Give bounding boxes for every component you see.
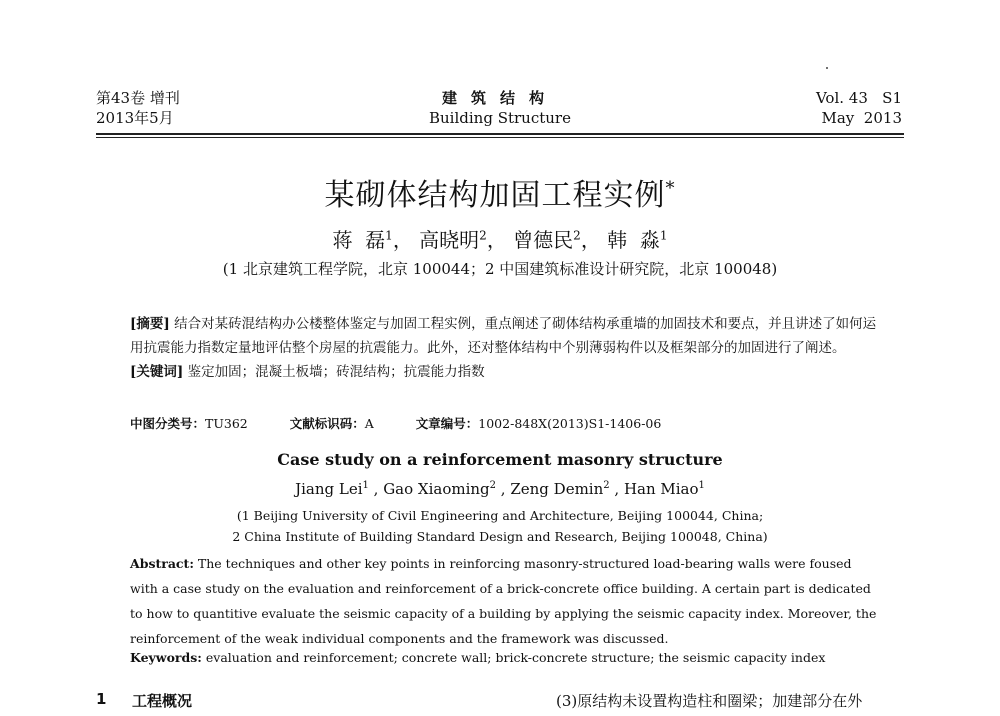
author-cn: 曾德民$^2$ [513, 228, 581, 252]
affiliation-cn: (1 北京建筑工程学院，北京 100044；2 中国建筑标准设计研究院，北京 100048) [222, 260, 778, 278]
scan-speck [826, 67, 828, 69]
journal-name-en: Building Structure [429, 109, 571, 127]
header-right [816, 88, 902, 128]
date-en: May 2013 [821, 109, 902, 127]
author-en: Zeng Demin$^2$ [510, 480, 610, 498]
journal-name-cn: 建筑结构 [441, 89, 558, 107]
date-cn: 2013年5月 [96, 109, 174, 127]
header-rule-thin [96, 137, 904, 138]
title-cn-text: 某砌体结构加固工程实例 [324, 178, 666, 213]
paper-title-cn [0, 170, 1000, 214]
affiliation-en-line-2: 2 China Institute of Building Standard Design and Research, Beijing 100048, China) [232, 529, 768, 544]
abstract-en-text: The techniques and other key points in reinforcing masonry-structured load-bearing walls were foused with a case study on the evaluation and reinforcement of a brick-concrete office building. A certain part is dedicated to how to quantitive evaluate the seismic capacity of a building by applying the seismic capacity index. Moreover, the reinforcement of the weak individual components and the framework was discussed. [130, 556, 877, 646]
keywords-en [130, 650, 878, 665]
authors-en: Jiang Lei$^1$ , Gao Xiaoming$^2$ , Zeng Demin$^2$ , Han Miao$^1$ [295, 480, 705, 498]
abstract-cn-text: 结合对某砖混结构办公楼整体鉴定与加固工程实例，重点阐述了砌体结构承重墙的加固技术和要点，并且讲述了如何运用抗震能力指数定量地评估整个房屋的抗震能力。此外，还对整体结构中个别薄弱构件以及框架部分的加固进行了阐述。 [130, 316, 877, 356]
abstract-en [130, 551, 878, 651]
section-title: 工程概况 [132, 692, 193, 710]
abstract-cn [130, 312, 878, 384]
title-footnote-mark: * [665, 178, 676, 199]
authors-cn: 蒋 磊$^1$， 高晓明$^2$， 曾德民$^2$， 韩 淼$^1$ [332, 228, 668, 252]
paper-title-en: Case study on a reinforcement masonry structure [277, 450, 723, 469]
volume-en: Vol. 43 S1 [815, 89, 902, 107]
author-cn: 韩 淼$^1$ [607, 228, 668, 252]
document-code: 文献标识码：A [289, 416, 374, 431]
abstract-en-label: Abstract: [130, 556, 194, 571]
volume-cn: 第43卷 增刊 [96, 89, 180, 107]
author-en: Jiang Lei$^1$ [295, 480, 369, 498]
keywords-en-label: Keywords: [130, 650, 202, 665]
abstract-cn-label: [摘要] [130, 316, 170, 332]
header-rule-thick [96, 133, 904, 135]
author-cn: 蒋 磊$^1$ [332, 228, 393, 252]
body-text-right-column: (3)原结构未设置构造柱和圈梁；加建部分在外 [556, 692, 863, 710]
keywords-en-text: evaluation and reinforcement; concrete wall; brick-concrete structure; the seismic capacity index [205, 650, 826, 665]
keywords-cn-label: [关键词] [130, 364, 184, 380]
keywords-cn-text: 鉴定加固；混凝土板墙；砖混结构；抗震能力指数 [187, 364, 485, 380]
article-number: 文章编号：1002-848X(2013)S1-1406-06 [415, 416, 662, 431]
author-cn: 高晓明$^2$ [419, 228, 487, 252]
section-number: 1 [96, 690, 107, 708]
affiliation-en-line-1: (1 Beijing University of Civil Engineering and Architecture, Beijing 100044, China; [236, 508, 764, 523]
clc-number: 中图分类号：TU362 [130, 416, 248, 431]
classification-meta [130, 414, 699, 432]
author-en: Gao Xiaoming$^2$ [383, 480, 497, 498]
author-en: Han Miao$^1$ [623, 480, 705, 498]
